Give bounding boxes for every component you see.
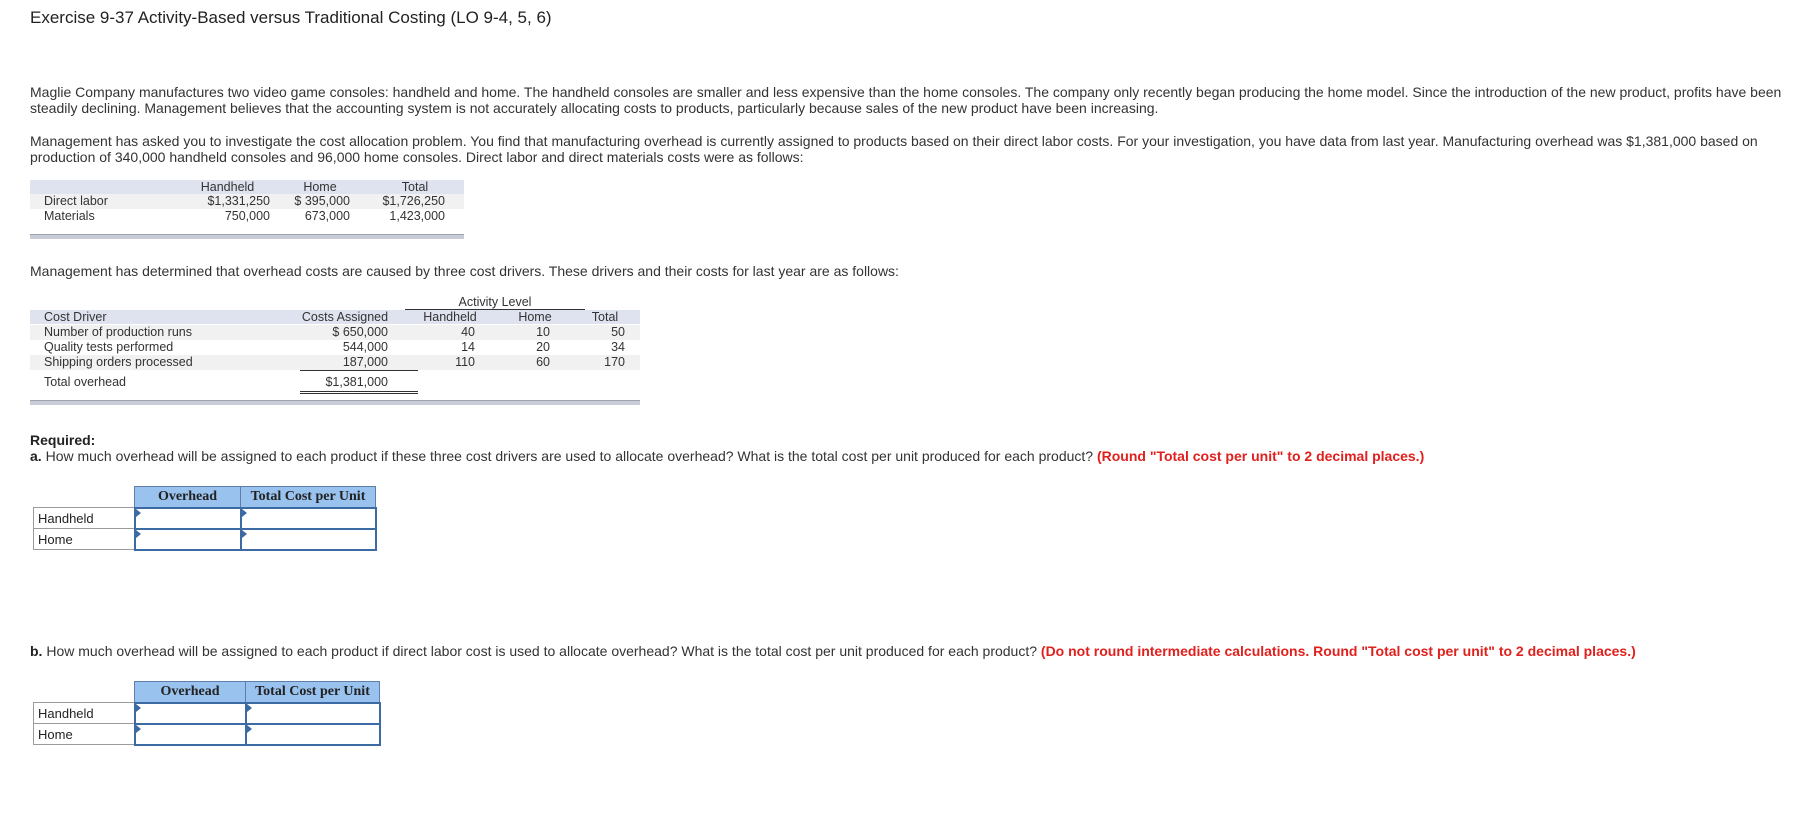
grid-b-header-overhead: Overhead: [135, 682, 246, 703]
cost-table: [30, 180, 464, 242]
answer-grid-a: [33, 486, 377, 551]
cost-header-handheld: Handheld: [200, 180, 255, 194]
b-handheld-overhead-input[interactable]: [136, 704, 245, 723]
driver-cell: 14: [461, 340, 475, 354]
activity-level-header: Activity Level: [458, 295, 532, 309]
grid-a-home-total-cell[interactable]: [241, 529, 376, 550]
part-b-text: How much overhead will be assigned to each product if direct labor cost is used to allocate overhead? What is the total cost per unit produced for each product?: [46, 643, 1038, 659]
driver-row-label: Shipping orders processed: [44, 355, 193, 369]
driver-cell: 170: [604, 355, 625, 369]
driver-header-home: Home: [518, 310, 552, 324]
part-a-instruction: (Round "Total cost per unit" to 2 decimal places.): [1096, 448, 1425, 464]
page-title: Exercise 9-37 Activity-Based versus Traditional Costing (LO 9-4, 5, 6): [30, 8, 552, 27]
b-handheld-total-input[interactable]: [247, 704, 379, 723]
b-home-total-input[interactable]: [247, 725, 379, 744]
intro-paragraph-1: Maglie Company manufactures two video game consoles: handheld and home. The handheld consoles are smaller and less expensive than the home consoles. The company only recently began producing the home model. Since the introduction of the new product, profits have been steadily declining. Management believes that the accounting system is not accurately allocating costs to products, particularly because sales of the new product have been increasing.: [30, 84, 1782, 116]
cost-cell: $ 395,000: [294, 194, 350, 208]
driver-cell: 187,000: [342, 355, 388, 369]
part-b-letter: b.: [30, 643, 43, 659]
grid-b-handheld-overhead-cell[interactable]: [135, 703, 246, 724]
answer-grid-b: [33, 681, 381, 746]
part-b-instruction: (Do not round intermediate calculations. Round "Total cost per unit" to 2 decimal places.): [1040, 643, 1636, 659]
grid-a-handheld-overhead-cell[interactable]: [135, 508, 241, 529]
grid-a-home-overhead-cell[interactable]: [135, 529, 241, 550]
table-bottom-bar: [30, 400, 640, 405]
cost-row-label: Materials: [44, 209, 95, 223]
cost-cell: 750,000: [224, 209, 270, 223]
cost-cell: $1,331,250: [207, 194, 270, 208]
driver-header-driver: Cost Driver: [44, 310, 107, 324]
total-double-underline-1: [300, 391, 418, 392]
driver-cell: 60: [536, 355, 550, 369]
driver-cell: 40: [461, 325, 475, 339]
driver-header-handheld: Handheld: [423, 310, 477, 324]
cost-row-label: Direct labor: [44, 194, 108, 208]
driver-total-label: Total overhead: [44, 375, 127, 389]
intro-paragraph-2: Management has asked you to investigate the cost allocation problem. You find that manufacturing overhead is currently assigned to products based on their direct labor costs. For your investigation, you have data from last year. Manufacturing overhead was $1,381,000 based on production of 340,000 handheld consoles and 96,000 home consoles. Direct labor and direct materials costs were as follows:: [30, 133, 1758, 165]
a-handheld-total-input[interactable]: [242, 509, 375, 528]
driver-cell: 20: [536, 340, 550, 354]
driver-cell: 110: [455, 355, 475, 369]
total-double-underline-2: [300, 393, 418, 394]
grid-a-header-total: Total Cost per Unit: [241, 487, 376, 508]
driver-table: [30, 295, 640, 410]
driver-total-value: $1,381,000: [325, 375, 388, 389]
part-b-question: [30, 643, 1790, 659]
grid-b-home-overhead-cell[interactable]: [135, 724, 246, 745]
driver-row-label: Quality tests performed: [44, 340, 174, 354]
a-home-total-input[interactable]: [242, 530, 375, 549]
driver-cell: 34: [611, 340, 625, 354]
part-a-question: [30, 448, 1790, 464]
part-a-letter: a.: [30, 448, 42, 464]
driver-header-total: Total: [591, 310, 619, 324]
grid-a-row-home: Home: [34, 529, 135, 550]
driver-row-label: Number of production runs: [44, 325, 192, 339]
grid-a-row-handheld: Handheld: [34, 508, 135, 529]
a-handheld-overhead-input[interactable]: [136, 509, 240, 528]
table-bottom-bar: [30, 234, 464, 239]
driver-cell: $ 650,000: [332, 325, 388, 339]
cost-header-home: Home: [303, 180, 337, 194]
grid-b-row-home: Home: [34, 724, 135, 745]
driver-header-costs: Costs Assigned: [301, 310, 389, 324]
grid-a-header-overhead: Overhead: [135, 487, 241, 508]
subtotal-underline: [300, 370, 418, 371]
cost-header-total: Total: [401, 180, 429, 194]
drivers-intro: Management has determined that overhead costs are caused by three cost drivers. These drivers and their costs for last year are as follows:: [30, 263, 899, 279]
a-home-overhead-input[interactable]: [136, 530, 240, 549]
cost-cell: $1,726,250: [382, 194, 445, 208]
grid-b-home-total-cell[interactable]: [246, 724, 380, 745]
cost-cell: 1,423,000: [389, 209, 445, 223]
driver-cell: 10: [536, 325, 550, 339]
required-label: Required:: [30, 432, 96, 448]
driver-cell: 50: [611, 325, 625, 339]
driver-cell: 544,000: [342, 340, 388, 354]
grid-b-row-handheld: Handheld: [34, 703, 135, 724]
b-home-overhead-input[interactable]: [136, 725, 245, 744]
grid-a-handheld-total-cell[interactable]: [241, 508, 376, 529]
grid-b-header-total: Total Cost per Unit: [246, 682, 380, 703]
part-a-text: How much overhead will be assigned to each product if these three cost drivers are used to allocate overhead? What is the total cost per unit produced for each product?: [45, 448, 1094, 464]
grid-b-handheld-total-cell[interactable]: [246, 703, 380, 724]
cost-cell: 673,000: [304, 209, 350, 223]
